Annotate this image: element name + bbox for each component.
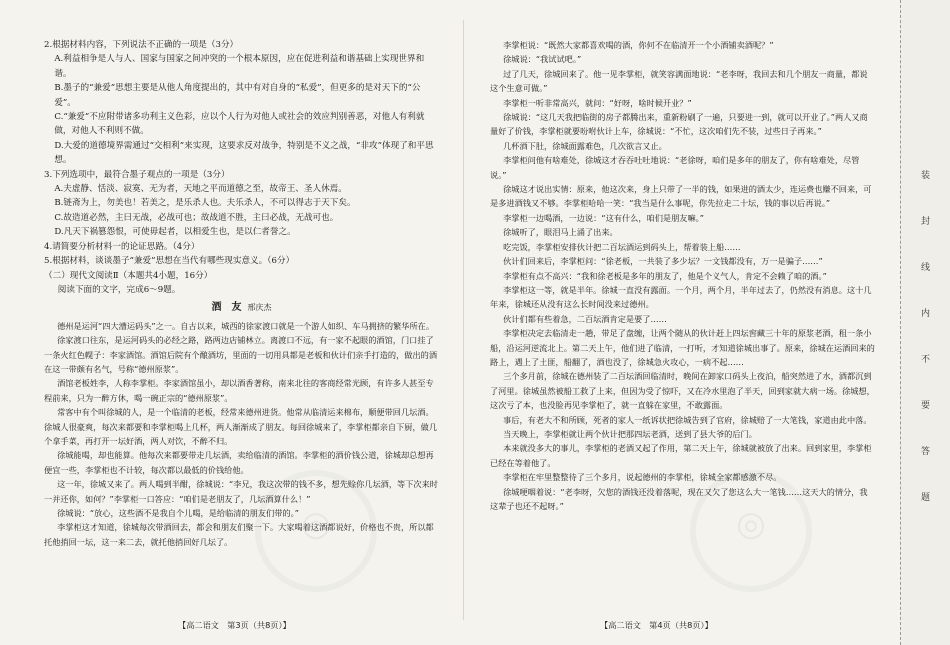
binding-margin bbox=[900, 0, 950, 645]
paragraph: 这一年，徐城又来了。两人喝到半酣，徐城说：“李兄，我这次带的钱不多，想先赊你几坛酒，等下次来时一并还你，如何？”李掌柜一口答应：“咱们是老朋友了，几坛酒算什么！” bbox=[44, 479, 438, 504]
binding-char: 装 bbox=[921, 171, 931, 181]
binding-char: 内 bbox=[921, 309, 931, 319]
paragraph: 徐城听了，眼泪马上涌了出来。 bbox=[503, 227, 618, 238]
paragraph: 徐城哽咽着说：“老李呀，欠您的酒钱还没着落呢，现在又欠了您这么大一笔钱……这天大的情分，我这辈子也还不起呀。” bbox=[490, 486, 868, 511]
paragraph: 本来就没多大的事儿，李掌柜的老酒又起了作用，第二天上午，徐城就被放了出来。回到家里，李掌柜已经在等着他了。 bbox=[490, 443, 872, 468]
binding-char: 线 bbox=[921, 263, 931, 273]
binding-char: 不 bbox=[921, 355, 931, 365]
page-divider bbox=[463, 20, 464, 620]
paragraph: 几杯酒下肚，徐城面露难色，几次欲言又止。 bbox=[503, 140, 667, 151]
story-title-text: 酒 友 bbox=[211, 302, 242, 314]
q3-option-c: C.故造道必然，主曰无战，必战可也；故战道不胜，主曰必战，无战可也。 bbox=[54, 212, 339, 223]
q2-option-d: D.大爱的道德境界需通过“交相利”来实现，这要求反对战争，特别是不义之战，“非攻”体现了和平思想。 bbox=[54, 140, 434, 166]
q3-stem: 3.下列选项中，最符合墨子观点的一项是（3分） bbox=[44, 169, 230, 180]
paragraph: 德州是运河“四大漕运码头”之一。自古以来，城西的徐家渡口就是一个游人如织、车马拥挤的繁华所在。 bbox=[57, 320, 435, 331]
story-body-left bbox=[44, 319, 439, 550]
q4: 4.请简要分析材料一的论证思路。（4分） bbox=[44, 241, 200, 252]
paragraph: 李掌柜说：“既然大家都喜欢喝的酒，你何不在临清开一个小酒铺卖酒呢？” bbox=[503, 40, 774, 50]
q3-option-d: D.凡天下祸篡怨恨，可使毋起者，以相爱生也，是以仁者誉之。 bbox=[54, 227, 296, 238]
paragraph: 三个多月前，徐城在德州装了二百坛酒回临清时，晚间在卸家口码头上夜泊，船突然进了水，酒都沉到了河里。徐城虽然被船工救了上来，但因为受了惊吓，又在冷水里泡了半天，回到家就大病一场。徐城想，这次亏了本，也没脸再见李掌柜了，就一直躲在家里，不敢露面。 bbox=[490, 371, 875, 411]
paragraph: 吃完饭，李掌柜安排伙计把二百坛酒运到码头上，帮着装上船…… bbox=[503, 241, 741, 252]
paragraph: 李掌柜问他有啥难处，徐城这才吞吞吐吐地说：“老徐呀，咱们是多年的朋友了，你有啥难处，尽管说。” bbox=[490, 155, 860, 180]
q2-option-c: C.“兼爱”不应附带诸多功利主义色彩，应以个人行为对他人或社会的效应判别善恶，对他人有利就做，对他人不利则不做。 bbox=[54, 112, 425, 137]
q3-option-b: B.链斋为上，勿美也！若美之，是乐杀人也。夫乐杀人，不可以得志于天下矣。 bbox=[54, 198, 356, 209]
binding-label bbox=[921, 170, 933, 538]
reading-instruction: 阅读下面的文字，完成6～9题。 bbox=[57, 284, 181, 295]
binding-char: 封 bbox=[921, 217, 931, 227]
paragraph: 当天晚上，李掌柜就让两个伙计把那四坛老酒，送到了县大爷的后门。 bbox=[503, 428, 757, 439]
paragraph: 徐城说：“我试试吧。” bbox=[503, 54, 582, 65]
paragraph: 徐城说：“这几天我把临街的房子都腾出来，重新粉刷了一遍，只要进一到，就可以开业了。”两人又商量好了价钱，李掌柜就要吩咐伙计上车，徐城说：“不忙，这次咱们先不装，过些日子再来。” bbox=[490, 112, 868, 137]
q5: 5.根据材料，谈谈墨子“兼爱”思想在当代有哪些现实意义。（6分） bbox=[44, 256, 295, 267]
paragraph: 事后，有老大不和所顾，死者的家人一纸诉状把徐城告到了官府，徐城赔了一大笔钱，家道由此中落。 bbox=[503, 414, 872, 425]
footer-page-4: 【高二语文 第4页（共8页）】 bbox=[600, 620, 713, 630]
paragraph: 酒馆老板姓李，人称李掌柜。李家酒馆虽小，却以酒香著称，南来北往的客商经常光顾，有许多人甚至专程前来，只为一醉方休，喝一碗正宗的“德州原浆”。 bbox=[44, 378, 434, 403]
section-heading: （二）现代文阅读Ⅱ（本题共4小题，16分） bbox=[44, 270, 213, 281]
watermark: ◎ bbox=[690, 470, 812, 592]
q2-option-b: B.墨子的“兼爱”思想主要是从他人角度提出的，其中有对自身的“私爱”，但更多的是对天下的“公爱”。 bbox=[54, 83, 421, 108]
story-author: 邢庆杰 bbox=[247, 303, 272, 313]
story-title bbox=[44, 301, 439, 315]
paragraph: 李掌柜这才知道，徐城每次带酒回去，都会和朋友们聚一下。大家喝着这酒都说好，价格也不贵，所以都托他捎回一坛，这一来二去，就托他捎回好几坛了。 bbox=[44, 522, 434, 547]
paragraph: 徐城能喝，却也能算。他每次来都要带走几坛酒，卖给临清的酒馆。李掌柜的酒价钱公道，徐城却总想再便宜一些，李掌柜也不计较，每次都以最低的价钱给他。 bbox=[44, 450, 434, 475]
paragraph: 伙计们回来后，李掌柜问：“徐老板，一共装了多少坛？一文钱都没有，万一是骗子……” bbox=[503, 256, 823, 267]
paragraph: 李掌柜一听非常高兴，就问：“好呀，啥时候开业？” bbox=[503, 97, 692, 108]
footer-page-3: 【高二语文 第3页（共8页）】 bbox=[178, 620, 291, 630]
left-page bbox=[44, 38, 439, 549]
q2-stem: 2.根据材料内容，下列说法不正确的一项是（3分） bbox=[44, 40, 239, 50]
paragraph: 李掌柜决定去临清走一趟，带足了盘缠，让两个随从的伙计赶上四坛窖藏三十年的原浆老酒，租一条小船，沿运河逆流北上。第二天上午，他们进了临清，一打听，才知道徐城出事了。原来，徐城在运酒回来的路上，遇上了土匪，船翻了，酒也没了，徐城急火攻心，一病不起…… bbox=[490, 328, 875, 367]
paragraph: 李掌柜一边喝酒，一边说：“这有什么，咱们是朋友嘛。” bbox=[503, 212, 704, 223]
right-page bbox=[490, 38, 875, 513]
watermark: ◎ bbox=[255, 470, 377, 592]
q2-option-a: A.利益相争是人与人、国家与国家之间冲突的一个根本原因，应在促进利益和谐基础上实现世界和谐。 bbox=[54, 54, 425, 79]
paragraph: 李掌柜这一等，就是半年。徐城一直没有露面。一个月，两个月，半年过去了，仍然没有消息。这十几年来，徐城还从没有这么长时间没来过德州。 bbox=[490, 284, 872, 310]
binding-char: 要 bbox=[921, 401, 931, 411]
paragraph: 徐城这才说出实情：原来，他这次来，身上只带了一半的钱，如果进的酒太少，连运费也赚不回来，可是多进酒钱又不够。李掌柜哈哈一笑：“我当是什么事呢，你先拉走二十坛，钱的事以后再说。” bbox=[490, 184, 872, 209]
paragraph: 过了几天，徐城回来了。他一见李掌柜，就笑容满面地说：“老李呀，我回去和几个朋友一商量，都说这个生意可做。” bbox=[490, 68, 868, 94]
paragraph: 李掌柜有点不高兴：“我和徐老板是多年的朋友了，他是个义气人，肯定不会赖了咱的酒。” bbox=[503, 270, 827, 281]
binding-char: 题 bbox=[921, 493, 931, 503]
paragraph: 徐城说：“放心，这些酒不是我自个儿喝，是给临清的朋友们带的。” bbox=[57, 508, 299, 518]
paragraph: 徐家渡口往东，是运河码头的必经之路，路两边店铺林立。离渡口不远，有一家不起眼的酒馆，门口挂了一条火红色幌子：李家酒馆。酒馆后院有个酿酒坊，里面的一切用具都是老板和伙计们亲手打造的，做出的酒在这一带颇有名气，号称“德州原浆”。 bbox=[44, 335, 438, 374]
binding-char: 答 bbox=[921, 447, 931, 457]
paragraph: 常客中有个叫徐城的人，是一个临清的老板，经常来德州进货。他常从临清运来棉布，顺便带回几坛酒。徐城人很豪爽，每次来都要和李掌柜喝上几杯，两人渐渐成了朋友。每回徐城来了，李掌柜都亲自下厨，做几个拿手菜，再打开一坛好酒，两人对饮，不醉不归。 bbox=[44, 407, 438, 446]
paragraph: 李掌柜在牢里整整待了三个多月，说起德州的李掌柜，徐城全家都感激不尽。 bbox=[503, 472, 782, 483]
paragraph: 伙计们都有些着急，二百坛酒肯定是要了…… bbox=[503, 313, 667, 324]
q3-option-a: A.夫虚静、恬淡、寂寞、无为者，天地之平而道德之至，故帝王、圣人休焉。 bbox=[54, 184, 347, 195]
